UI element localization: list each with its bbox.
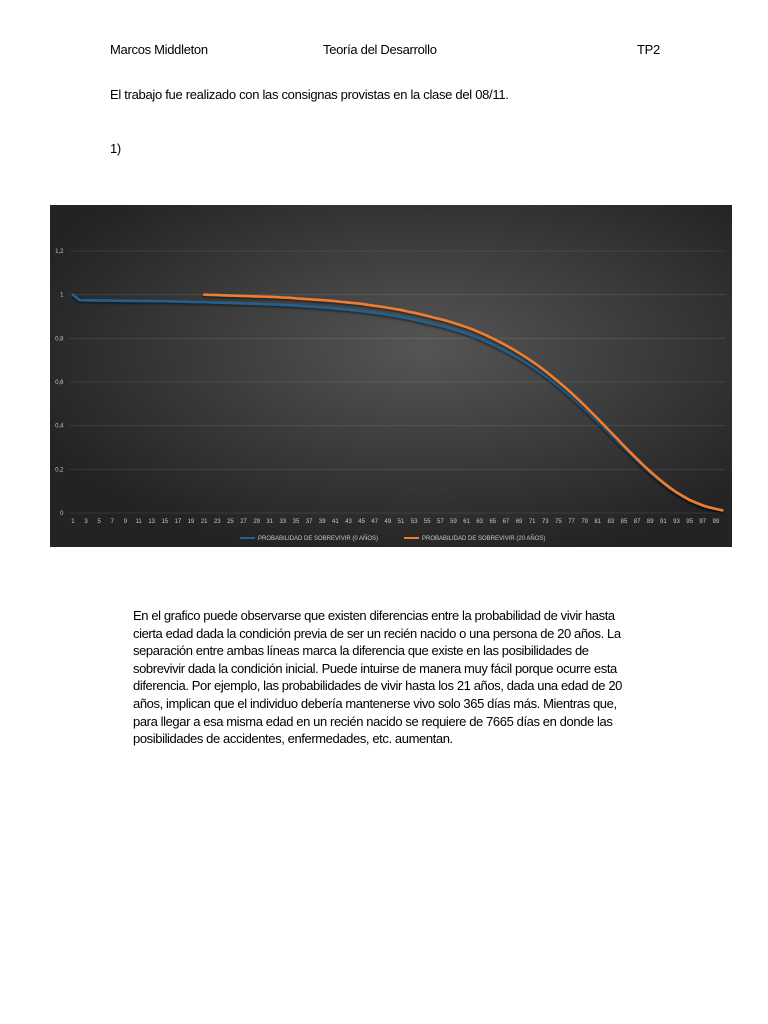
x-tick-label: 27 [240, 519, 247, 525]
x-tick-label: 29 [253, 519, 261, 525]
x-tick-label: 39 [318, 519, 326, 525]
paragraph-line: años, implican que el individuo debería mantenerse vivo solo 365 días más. Mientras que, [133, 695, 617, 711]
x-tick-label: 35 [292, 519, 300, 525]
paragraph-line: diferencia. Por ejemplo, las probabilidades de vivir hasta los 21 años, dada una edad de 20 [133, 678, 623, 694]
x-tick-label: 45 [358, 519, 365, 525]
x-tick-label: 73 [541, 519, 549, 525]
x-tick-label: 13 [148, 519, 156, 525]
x-tick-label: 5 [97, 519, 101, 525]
x-tick-label: 95 [686, 519, 693, 525]
header-assignment-code: TP2 [637, 42, 660, 57]
x-tick-label: 63 [476, 519, 484, 525]
x-tick-label: 33 [279, 519, 287, 525]
legend-item [404, 535, 545, 542]
y-tick-label: 0 [60, 511, 64, 517]
x-tick-label: 57 [436, 519, 444, 525]
x-tick-label: 51 [397, 519, 405, 525]
x-tick-label: 83 [607, 519, 615, 525]
x-tick-label: 61 [463, 519, 470, 525]
y-tick-label: 1,2 [55, 249, 64, 255]
header-author: Marcos Middleton [110, 42, 208, 57]
x-tick-label: 77 [568, 519, 575, 525]
x-tick-label: 87 [633, 519, 641, 525]
survival-chart [50, 205, 732, 547]
x-tick-label: 79 [581, 519, 589, 525]
x-tick-label: 9 [123, 519, 128, 525]
x-tick-label: 65 [489, 519, 497, 525]
paragraph-line: posibilidades de accidentes, enfermedades, etc. aumentan. [133, 731, 453, 747]
x-tick-label: 89 [646, 519, 654, 525]
x-tick-label: 99 [712, 519, 720, 525]
x-tick-label: 43 [345, 519, 352, 525]
paragraph-line: sobrevivir dada la condición inicial. Puede intuirse de manera muy fácil porque ocurre esta [133, 660, 617, 676]
x-tick-label: 1 [71, 519, 75, 525]
paragraph-line: para llegar a esa misma edad en un recién nacido se requiere de 7665 días en donde las [133, 713, 613, 729]
x-tick-label: 55 [423, 519, 431, 525]
x-tick-label: 49 [384, 519, 392, 525]
x-tick-label: 71 [528, 519, 536, 525]
x-tick-label: 7 [110, 519, 115, 525]
x-tick-label: 59 [450, 519, 457, 525]
x-tick-label: 17 [174, 519, 182, 525]
y-tick-label: 1 [60, 292, 64, 299]
paragraph-line: En el grafico puede observarse que existen diferencias entre la probabilidad de vivir hasta [133, 608, 615, 623]
chart-background [50, 205, 732, 547]
x-tick-label: 19 [187, 519, 195, 525]
legend-item [240, 535, 378, 542]
x-tick-label: 75 [555, 519, 562, 525]
legend-label: PROBABILIDAD DE SOBREVIVIR (20 AÑOS) [422, 536, 546, 542]
legend-label: PROBABILIDAD DE SOBREVIVIR (0 AÑOS) [258, 536, 379, 542]
x-tick-label: 25 [227, 519, 234, 525]
x-tick-label: 67 [502, 519, 510, 525]
x-tick-label: 41 [332, 519, 339, 525]
x-tick-label: 53 [410, 519, 418, 525]
x-tick-label: 37 [305, 519, 313, 525]
x-tick-label: 69 [515, 519, 523, 525]
x-tick-label: 91 [660, 519, 667, 525]
x-tick-label: 85 [620, 519, 628, 525]
x-tick-label: 23 [213, 519, 221, 525]
chart-container [50, 205, 732, 547]
y-tick-label: 0,2 [55, 467, 64, 474]
x-tick-label: 47 [371, 519, 379, 525]
paragraph-line: cierta edad dada la condición previa de ser un recién nacido o una persona de 20 años. La [133, 625, 621, 641]
x-tick-label: 31 [266, 519, 274, 525]
section-number: 1) [110, 141, 121, 156]
paragraph-line: separación entre ambas líneas marca la diferencia que existe en las posibilidades de [133, 643, 589, 659]
x-tick-label: 3 [84, 519, 88, 525]
x-tick-label: 11 [135, 519, 142, 525]
x-tick-label: 15 [161, 519, 169, 525]
y-tick-label: 0,8 [55, 336, 64, 343]
y-tick-label: 0,6 [55, 380, 64, 386]
intro-text: El trabajo fue realizado con las consignas provistas en la clase del 08/11. [110, 87, 509, 102]
x-tick-label: 81 [594, 519, 602, 525]
x-tick-label: 21 [200, 519, 208, 525]
x-tick-label: 97 [699, 519, 707, 525]
header-subject: Teoría del Desarrollo [323, 42, 437, 57]
x-tick-label: 93 [673, 519, 680, 525]
analysis-paragraph [133, 607, 622, 748]
y-tick-label: 0,4 [55, 423, 64, 430]
